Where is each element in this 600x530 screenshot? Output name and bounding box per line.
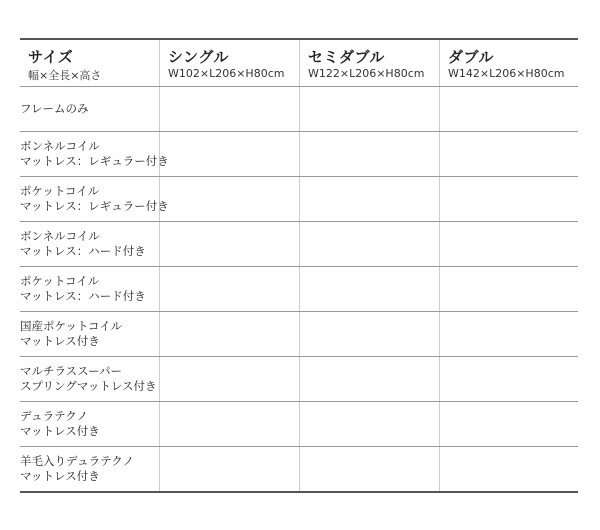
table-row xyxy=(20,402,578,447)
row-label-cell xyxy=(20,357,160,401)
row-label: デュラテクノ xyxy=(20,409,88,423)
row-label-cell xyxy=(20,222,160,266)
header-single-cell xyxy=(160,40,300,86)
price-cell-semi-double xyxy=(300,357,440,401)
row-label-cell xyxy=(20,267,160,311)
table-row xyxy=(20,222,578,267)
row-label-cell xyxy=(20,447,160,491)
price-cell-double xyxy=(440,87,578,131)
price-cell-single xyxy=(160,312,300,356)
row-label-cell xyxy=(20,312,160,356)
price-cell-double xyxy=(440,357,578,401)
price-cell-single xyxy=(160,357,300,401)
column-name-double: ダブル xyxy=(448,48,494,66)
row-label-sub: マットレス付き xyxy=(20,469,100,483)
row-label-sub: マットレス：レギュラー付き xyxy=(20,154,169,168)
price-cell-semi-double xyxy=(300,222,440,266)
row-label: 羊毛入りデュラテクノ xyxy=(20,454,134,468)
row-label: ポケットコイル xyxy=(20,274,100,288)
price-cell-double xyxy=(440,132,578,176)
table-row xyxy=(20,357,578,402)
row-label-sub: マットレス付き xyxy=(20,424,100,438)
price-cell-single xyxy=(160,222,300,266)
header-semi-double-cell xyxy=(300,40,440,86)
column-name-single: シングル xyxy=(168,48,229,66)
header-double-cell xyxy=(440,40,578,86)
price-cell-semi-double xyxy=(300,402,440,446)
column-dims-double: W142×L206×H80cm xyxy=(448,67,565,80)
price-cell-semi-double xyxy=(300,132,440,176)
price-cell-single xyxy=(160,447,300,491)
price-cell-semi-double xyxy=(300,267,440,311)
column-dims-single: W102×L206×H80cm xyxy=(168,67,285,80)
price-cell-semi-double xyxy=(300,177,440,221)
price-cell-single xyxy=(160,87,300,131)
row-label-cell xyxy=(20,177,169,221)
price-cell-semi-double xyxy=(300,87,440,131)
row-label: ポケットコイル xyxy=(20,184,100,198)
row-label: マルチラススーパー xyxy=(20,364,123,378)
size-price-table xyxy=(20,38,578,493)
table-header-row xyxy=(20,40,578,87)
size-subheading: 幅×全長×高さ xyxy=(28,69,102,82)
row-label-sub: マットレス付き xyxy=(20,334,100,348)
price-cell-semi-double xyxy=(300,447,440,491)
table-row xyxy=(20,447,578,491)
row-label-cell xyxy=(20,402,160,446)
column-dims-semi-double: W122×L206×H80cm xyxy=(308,67,425,80)
row-label-sub: スプリングマットレス付き xyxy=(20,379,157,393)
price-cell-single xyxy=(160,267,300,311)
header-size-cell xyxy=(20,40,160,86)
size-heading: サイズ xyxy=(28,48,74,66)
row-label-sub: マットレス：レギュラー付き xyxy=(20,199,169,213)
price-cell-double xyxy=(440,177,578,221)
row-label-sub: マットレス：ハード付き xyxy=(20,289,146,303)
row-label-cell xyxy=(20,132,169,176)
price-cell-single xyxy=(160,132,300,176)
table-row xyxy=(20,267,578,312)
price-cell-single xyxy=(160,177,300,221)
table-row xyxy=(20,87,578,132)
price-cell-double xyxy=(440,222,578,266)
row-label: 国産ポケットコイル xyxy=(20,319,123,333)
price-cell-semi-double xyxy=(300,312,440,356)
price-cell-double xyxy=(440,267,578,311)
row-label: ボンネルコイル xyxy=(20,229,100,243)
column-name-semi-double: セミダブル xyxy=(308,48,385,66)
row-label: ボンネルコイル xyxy=(20,139,100,153)
price-cell-double xyxy=(440,312,578,356)
price-cell-single xyxy=(160,402,300,446)
table-row xyxy=(20,177,578,222)
row-label-sub: マットレス：ハード付き xyxy=(20,244,146,258)
row-label-cell xyxy=(20,87,160,131)
table-row xyxy=(20,312,578,357)
price-cell-double xyxy=(440,447,578,491)
table-row xyxy=(20,132,578,177)
row-label: フレームのみ xyxy=(20,101,89,116)
price-cell-double xyxy=(440,402,578,446)
